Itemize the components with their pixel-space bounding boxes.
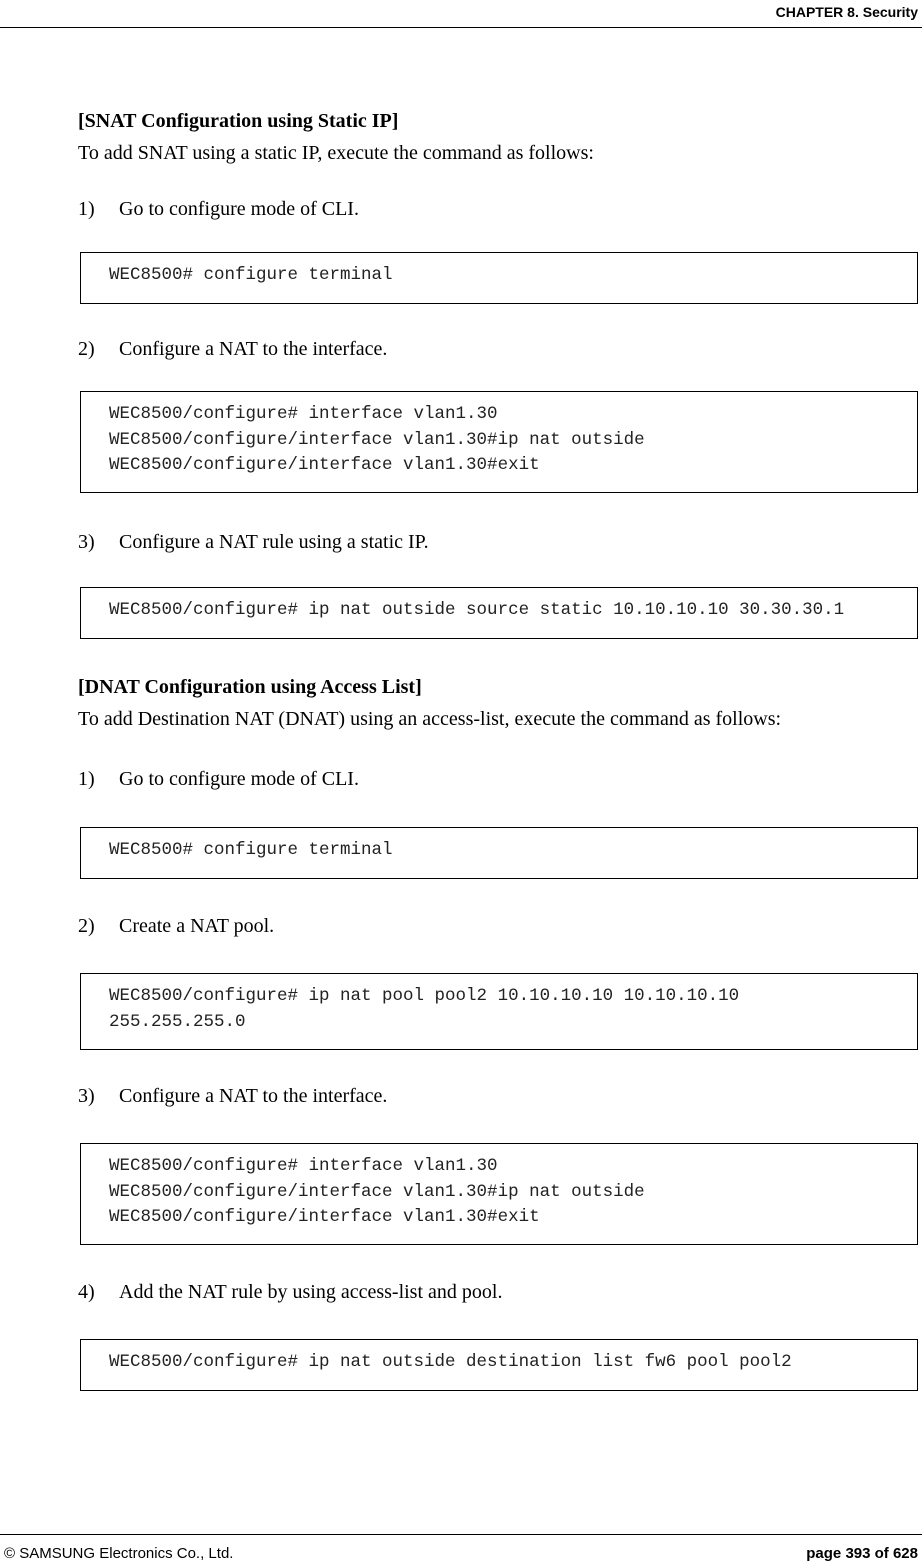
code-block	[80, 1143, 918, 1245]
code-block	[80, 973, 918, 1050]
code-line: WEC8500/configure/interface vlan1.30#ip nat outside	[109, 1181, 645, 1202]
code-block	[80, 252, 918, 304]
code-block	[80, 827, 918, 879]
code-line: 255.255.255.0	[109, 1011, 246, 1032]
dnat-heading: [DNAT Configuration using Access List]	[78, 676, 422, 698]
step-number: 3)	[78, 531, 95, 553]
dnat-step-3	[78, 1085, 387, 1108]
code-line: WEC8500/configure# ip nat pool pool2 10.10.10.10 10.10.10.10	[109, 986, 740, 1006]
dnat-step-1	[78, 768, 359, 791]
step-text: Add the NAT rule by using access-list and pool.	[119, 1281, 503, 1303]
step-number: 4)	[78, 1281, 95, 1303]
dnat-step-2	[78, 915, 274, 938]
step-text: Configure a NAT rule using a static IP.	[119, 531, 429, 553]
page-footer	[0, 1534, 922, 1566]
code-line: WEC8500/configure# ip nat outside destination list fw6 pool pool2	[109, 1352, 792, 1372]
snat-step-3	[78, 531, 429, 554]
code-line: WEC8500# configure terminal	[109, 265, 393, 285]
step-text: Go to configure mode of CLI.	[119, 198, 359, 220]
step-number: 1)	[78, 768, 95, 790]
code-line: WEC8500/configure# interface vlan1.30	[109, 1156, 498, 1176]
code-line: WEC8500/configure/interface vlan1.30#ip nat outside	[109, 429, 645, 450]
step-text: Go to configure mode of CLI.	[119, 768, 359, 790]
step-text: Create a NAT pool.	[119, 915, 275, 937]
snat-heading: [SNAT Configuration using Static IP]	[78, 110, 399, 132]
step-number: 2)	[78, 338, 95, 360]
code-line: WEC8500# configure terminal	[109, 840, 393, 860]
step-number: 3)	[78, 1085, 95, 1107]
step-number: 1)	[78, 198, 95, 220]
code-block	[80, 587, 918, 639]
snat-step-2	[78, 338, 387, 361]
step-text: Configure a NAT to the interface.	[119, 338, 388, 360]
step-text: Configure a NAT to the interface.	[119, 1085, 388, 1107]
code-block	[80, 1339, 918, 1391]
code-line: WEC8500/configure/interface vlan1.30#exit	[109, 1207, 540, 1227]
step-number: 2)	[78, 915, 95, 937]
copyright: © SAMSUNG Electronics Co., Ltd.	[4, 1545, 234, 1562]
code-line: WEC8500/configure/interface vlan1.30#exit	[109, 455, 540, 475]
code-block	[80, 391, 918, 493]
code-line: WEC8500/configure# interface vlan1.30	[109, 404, 498, 424]
snat-step-1	[78, 198, 359, 221]
snat-intro: To add SNAT using a static IP, execute the command as follows:	[78, 142, 594, 164]
page-header	[0, 0, 922, 28]
chapter-title: CHAPTER 8. Security	[775, 4, 918, 20]
page-number: page 393 of 628	[806, 1545, 918, 1562]
code-line: WEC8500/configure# ip nat outside source static 10.10.10.10 30.30.30.1	[109, 600, 845, 620]
dnat-step-4	[78, 1281, 502, 1304]
dnat-intro: To add Destination NAT (DNAT) using an access-list, execute the command as follows:	[78, 708, 782, 730]
